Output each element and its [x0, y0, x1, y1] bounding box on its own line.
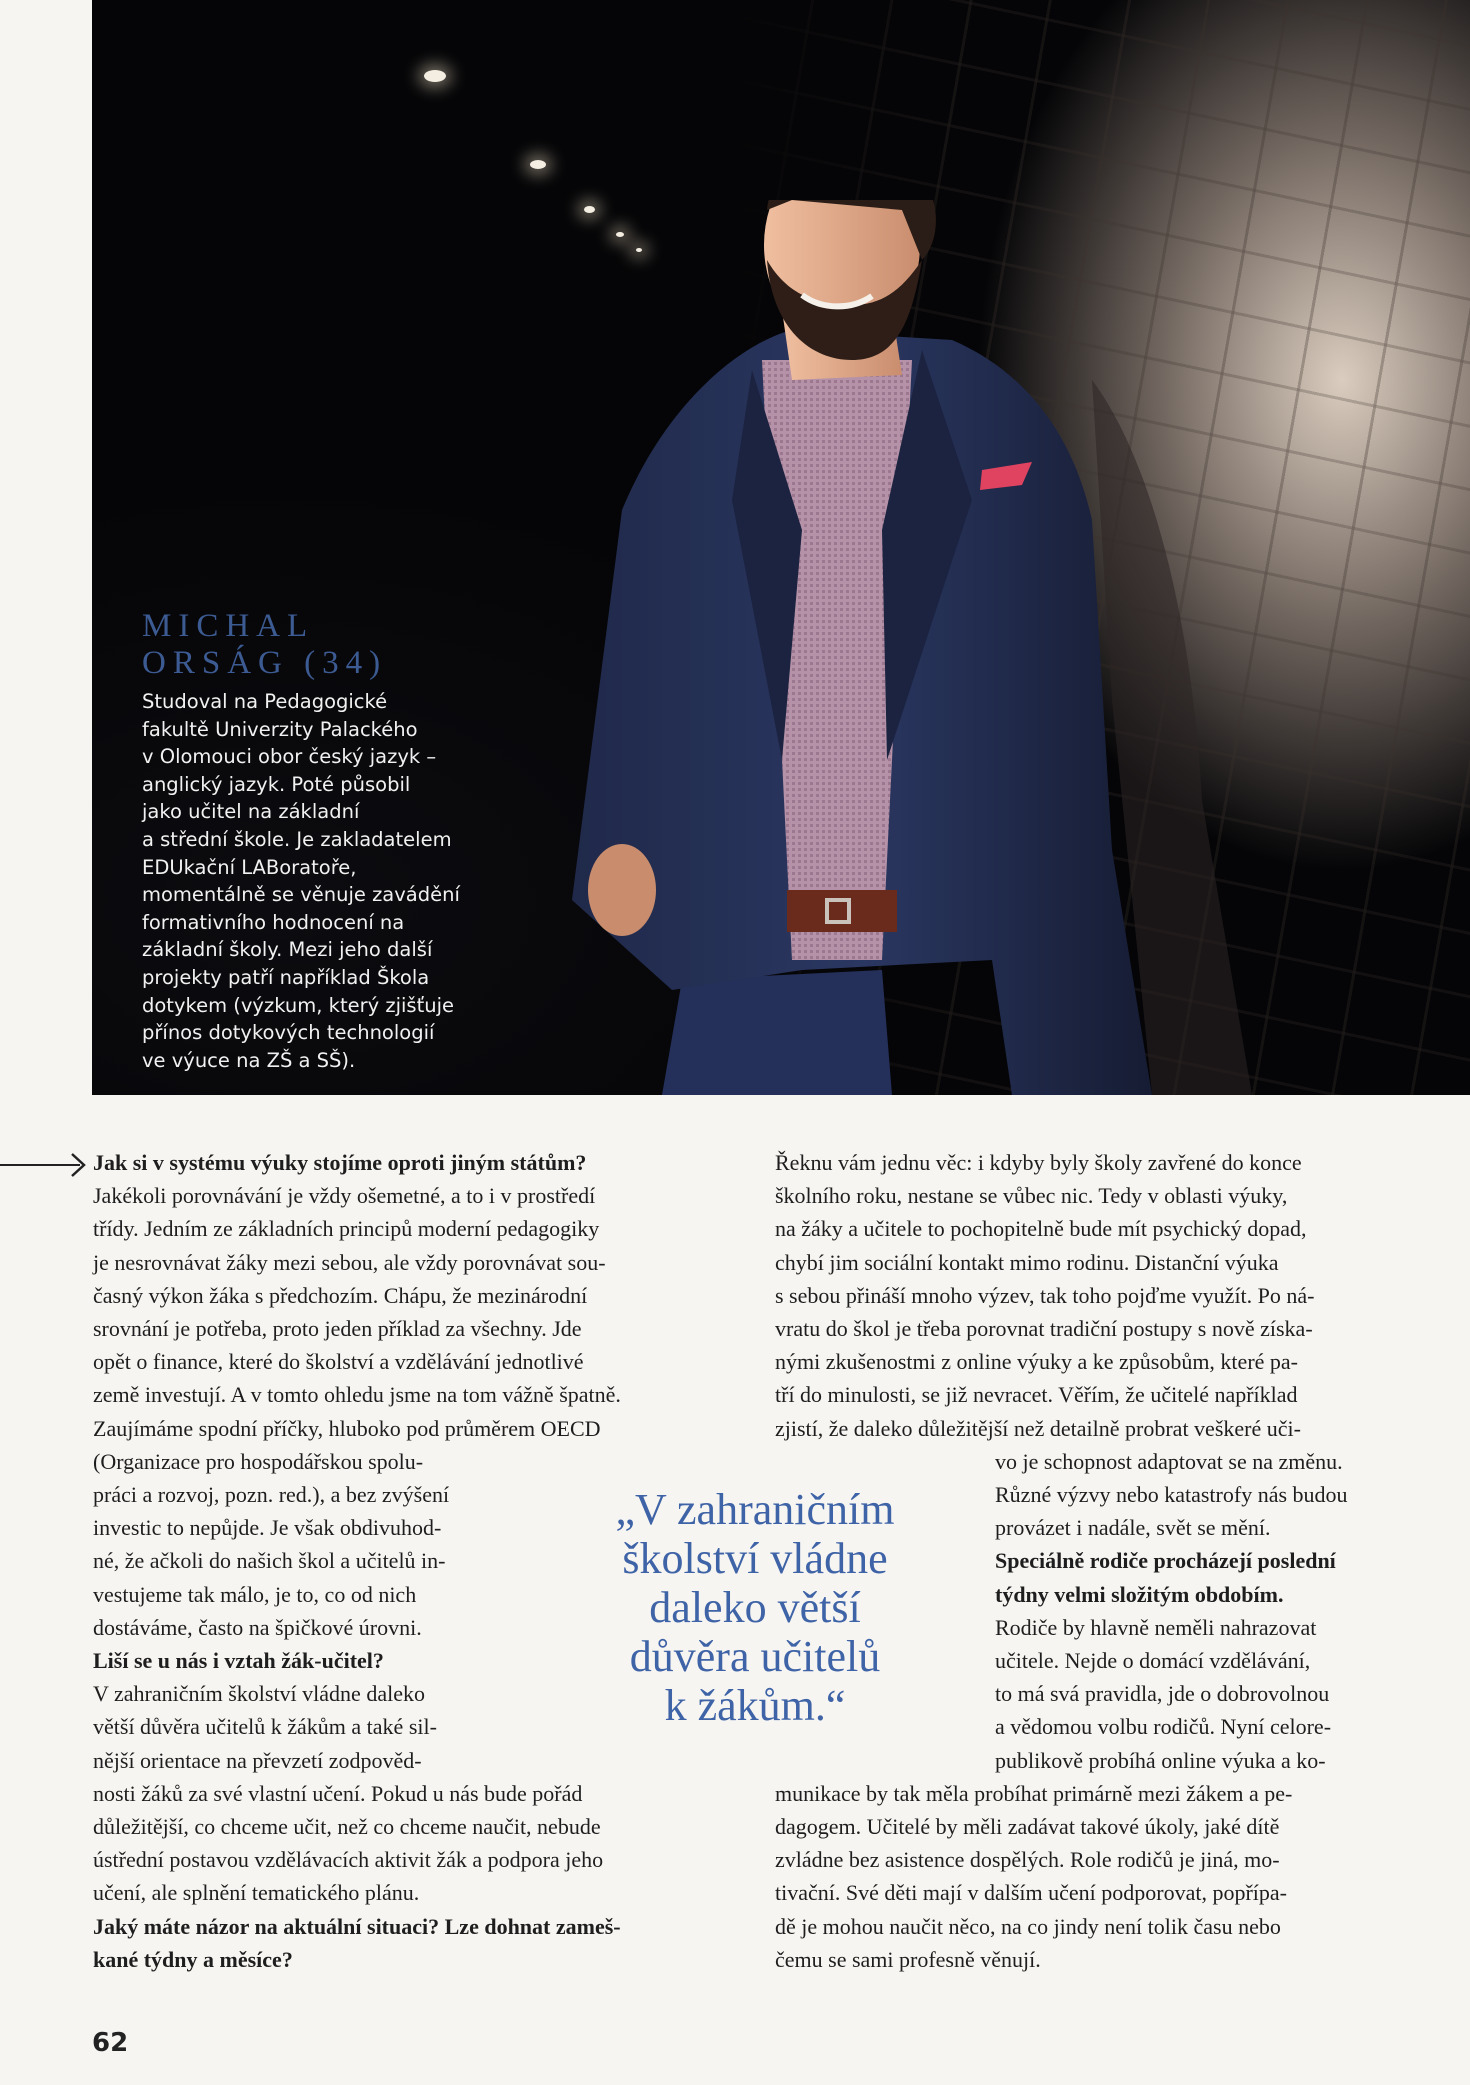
- question-heading: týdny velmi složitým obdobím.: [995, 1581, 1284, 1607]
- tunnel-lamp: [424, 70, 446, 82]
- caption-bio-line: ve výuce na ZŠ a SŠ).: [142, 1048, 356, 1072]
- body-line: nými zkušenostmi z online výuky a ke způsobům, které pa-: [775, 1349, 1298, 1375]
- body-line: dě je mohou naučit něco, na co jindy není tolik času nebo: [775, 1913, 1281, 1939]
- pull-quote-line: školství vládne: [622, 1534, 888, 1583]
- man-figure: [552, 200, 1252, 1095]
- body-line: né, že ačkoli do našich škol a učitelů in-: [93, 1548, 446, 1574]
- body-line: vestujeme tak málo, je to, co od nich: [93, 1581, 417, 1607]
- right-column: [775, 1146, 1418, 1976]
- body-line: je nesrovnávat žáky mezi sebou, ale vždy porovnávat sou-: [93, 1249, 606, 1275]
- body-line: vo je schopnost adaptovat se na změnu.: [995, 1448, 1343, 1474]
- body-line: vratu do škol je třeba porovnat tradiční postupy s nově získa-: [775, 1316, 1313, 1342]
- body-line: dostáváme, často na špičkové úrovni.: [93, 1614, 422, 1640]
- caption-bio-line: Studoval na Pedagogické: [142, 690, 388, 713]
- page-number: 62: [92, 2028, 129, 2058]
- body-line: opět o finance, které do školství a vzdělávání jednotlivé: [93, 1349, 584, 1375]
- body-line: na žáky a učitele to pochopitelně bude mít psychický dopad,: [775, 1216, 1307, 1242]
- body-line: země investují. A v tomto ohledu jsme na tom vážně špatně.: [93, 1382, 621, 1408]
- pull-quote-line: daleko větší: [649, 1583, 861, 1632]
- body-line: srovnání je potřeba, proto jeden příklad za všechny. Jde: [93, 1316, 582, 1342]
- caption-bio-line: přínos dotykových technologií: [142, 1021, 435, 1045]
- caption-bio-line: jako učitel na základní: [142, 800, 360, 824]
- body-line: práci a rozvoj, pozn. red.), a bez zvýšení: [93, 1482, 450, 1508]
- body-line: učitele. Nejde o domácí vzdělávání,: [995, 1648, 1311, 1674]
- body-line: učení, ale splnění tematického plánu.: [93, 1880, 420, 1906]
- body-line: munikace by tak měla probíhat primárně mezi žákem a pe-: [775, 1780, 1293, 1806]
- body-line: Rodiče by hlavně neměli nahrazovat: [995, 1614, 1317, 1640]
- caption-bio: [142, 688, 472, 1074]
- caption-bio-line: základní školy. Mezi jeho další: [142, 938, 433, 962]
- body-line: Jakékoli porovnávání je vždy ošemetné, a to i v prostředí: [93, 1183, 596, 1209]
- body-line: časný výkon žáka s předchozím. Chápu, že mezinárodní: [93, 1282, 588, 1308]
- body-line: Řeknu vám jednu věc: i kdyby byly školy zavřené do konce: [775, 1150, 1302, 1175]
- narrow-block: [995, 1445, 1418, 1777]
- caption-bio-line: v Olomouci obor český jazyk –: [142, 745, 437, 769]
- caption-bio-line: dotykem (výzkum, který zjišťuje: [142, 993, 454, 1017]
- pull-quote-line: „V zahraničním: [615, 1485, 895, 1534]
- caption-bio-line: EDUkační LABoratoře,: [142, 855, 357, 879]
- body-line: dagogem. Učitelé by měli zadávat takové úkoly, jaké dítě: [775, 1814, 1280, 1840]
- body-line: chybí jim sociální kontakt mimo rodinu. Distanční výuka: [775, 1249, 1279, 1275]
- tunnel-lamp: [530, 160, 546, 169]
- caption-bio-line: projekty patří například Škola: [142, 965, 430, 989]
- body-line: a vědomou volbu rodičů. Nyní celore-: [995, 1714, 1332, 1740]
- body-line: investic to nepůjde. Je však obdivuhod-: [93, 1515, 442, 1541]
- body-line: důležitější, co chceme učit, než co chceme naučit, nebude: [93, 1814, 601, 1840]
- body-line: zvládne bez asistence dospělých. Role rodičů je jiná, mo-: [775, 1847, 1280, 1873]
- body-line: zjistí, že daleko důležitější než detailně probrat veškeré uči-: [775, 1415, 1301, 1441]
- pull-quote-line: k žákům.“: [664, 1681, 846, 1730]
- caption-name-line-2: ORSÁG (34): [142, 645, 388, 681]
- body-line: tří do minulosti, se již nevracet. Věřím, že učitelé například: [775, 1382, 1298, 1408]
- body-line: ústřední postavou vzdělávacích aktivit žák a podpora jeho: [93, 1847, 604, 1873]
- question-heading: Speciálně rodiče procházejí poslední: [995, 1548, 1336, 1574]
- caption-name-line-1: MICHAL: [142, 608, 315, 644]
- question-heading: Jaký máte názor na aktuální situaci? Lze dohnat zameš-: [93, 1913, 621, 1939]
- caption-bio-line: formativního hodnocení na: [142, 910, 405, 934]
- caption-bio-line: fakultě Univerzity Palackého: [142, 717, 418, 741]
- question-heading: kané týdny a měsíce?: [93, 1946, 293, 1972]
- body-line: s sebou přináší mnoho výzev, tak toho pojďme využít. Po ná-: [775, 1282, 1315, 1308]
- body-line: Různé výzvy nebo katastrofy nás budou: [995, 1482, 1348, 1508]
- body-line: čemu se sami profesně věnují.: [775, 1946, 1041, 1972]
- caption-bio-line: a střední škole. Je zakladatelem: [142, 827, 452, 851]
- body-line: třídy. Jedním ze základních principů moderní pedagogiky: [93, 1216, 600, 1242]
- body-line: nosti žáků za své vlastní učení. Pokud u nás bude pořád: [93, 1780, 583, 1806]
- body-line: větší důvěra učitelů k žákům a také sil-: [93, 1714, 437, 1740]
- question-arrow-icon: [0, 1150, 86, 1180]
- body-line: provázet i nadále, svět se mění.: [995, 1515, 1271, 1541]
- body-line: publikově probíhá online výuka a ko-: [995, 1747, 1326, 1773]
- body-line: to má svá pravidla, jde o dobrovolnou: [995, 1681, 1330, 1707]
- caption-bio-line: momentálně se věnuje zavádění: [142, 883, 460, 907]
- body-line: Zaujímáme spodní příčky, hluboko pod průměrem OECD: [93, 1415, 601, 1441]
- body-line: (Organizace pro hospodářskou spolu-: [93, 1448, 424, 1474]
- narrow-block: [93, 1445, 515, 1777]
- pull-quote-line: důvěra učitelů: [629, 1632, 881, 1681]
- question-heading: Jak si v systému výuky stojíme oproti jiným státům?: [93, 1150, 587, 1175]
- question-heading: Liší se u nás i vztah žák-učitel?: [93, 1648, 384, 1674]
- body-line: tivační. Své děti mají v dalším učení podporovat, popřípa-: [775, 1880, 1287, 1906]
- body-line: školního roku, nestane se vůbec nic. Tedy v oblasti výuky,: [775, 1183, 1288, 1209]
- portrait-photo: [92, 0, 1470, 1095]
- body-line: nější orientace na převzetí zodpověd-: [93, 1747, 422, 1773]
- caption-bio-line: anglický jazyk. Poté působil: [142, 772, 411, 796]
- body-line: V zahraničním školství vládne daleko: [93, 1681, 425, 1707]
- photo-caption: [142, 608, 472, 1074]
